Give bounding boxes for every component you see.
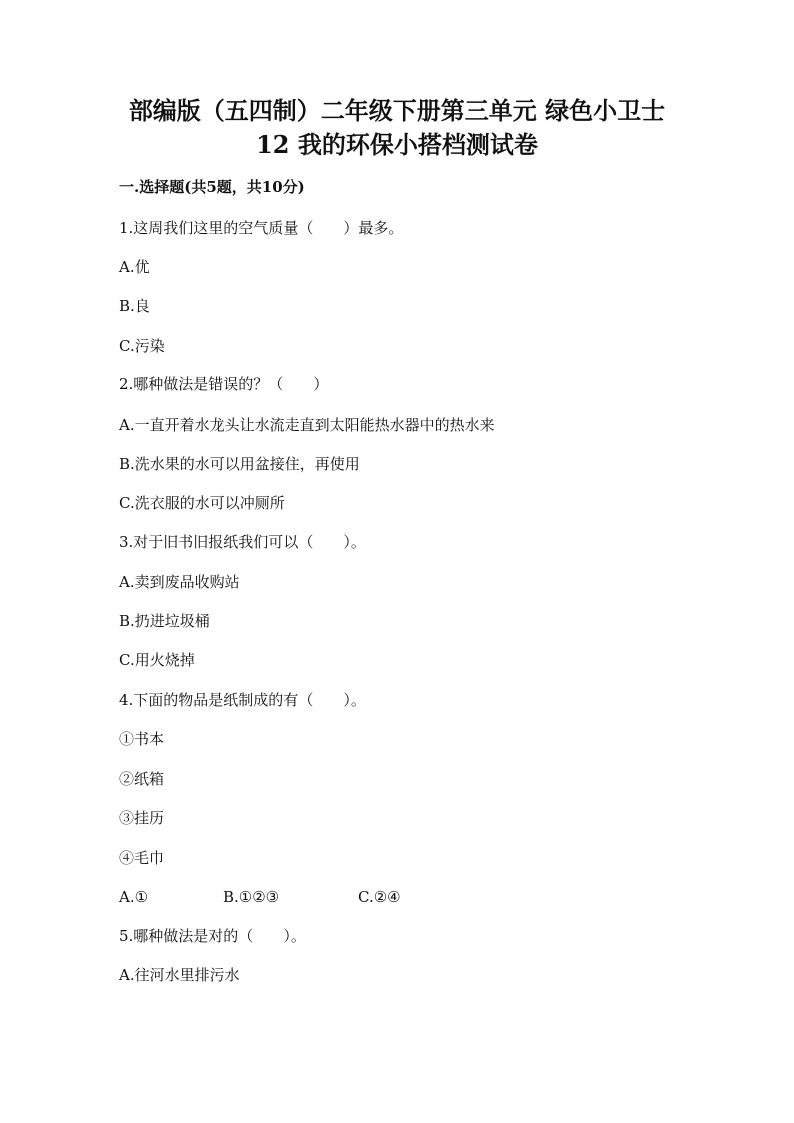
question-1-option-c: C.污染	[119, 337, 165, 355]
question-3-stem: 3.对于旧书旧报纸我们可以（ ）。	[119, 533, 366, 551]
question-4-item-3: ③挂历	[119, 809, 165, 827]
question-5-stem: 5.哪种做法是对的（ ）。	[119, 927, 306, 945]
question-4-option-b: B.①②③	[223, 888, 280, 906]
question-2-option-b: B.洗水果的水可以用盆接住，再使用	[119, 455, 360, 473]
question-4-item-2: ②纸箱	[119, 770, 165, 788]
question-4-option-a: A.①	[119, 888, 149, 906]
question-5-option-a: A.往河水里排污水	[119, 966, 240, 984]
question-1-option-b: B.良	[119, 297, 150, 315]
question-2-option-c: C.洗衣服的水可以冲厕所	[119, 494, 285, 512]
question-4-option-c: C.②④	[358, 888, 401, 906]
document-title-line-1: 部编版（五四制）二年级下册第三单元 绿色小卫士	[128, 96, 666, 125]
question-2-option-a: A.一直开着水龙头让水流走直到太阳能热水器中的热水来	[119, 416, 495, 434]
question-3-option-c: C.用火烧掉	[119, 651, 195, 669]
question-4-item-4: ④毛巾	[119, 849, 165, 867]
question-1-option-a: A.优	[119, 258, 150, 276]
question-3-option-a: A.卖到废品收购站	[119, 573, 240, 591]
section-heading: 一.选择题(共5题，共10分)	[119, 178, 305, 196]
question-2-stem: 2.哪种做法是错误的？（ ）	[119, 375, 329, 393]
question-3-option-b: B.扔进垃圾桶	[119, 612, 210, 630]
question-1-stem: 1.这周我们这里的空气质量（ ）最多。	[119, 219, 404, 237]
question-4-item-1: ①书本	[119, 730, 165, 748]
question-4-stem: 4.下面的物品是纸制成的有（ ）。	[119, 691, 366, 709]
document-title-line-2: 12 我的环保小搭档测试卷	[256, 130, 538, 159]
